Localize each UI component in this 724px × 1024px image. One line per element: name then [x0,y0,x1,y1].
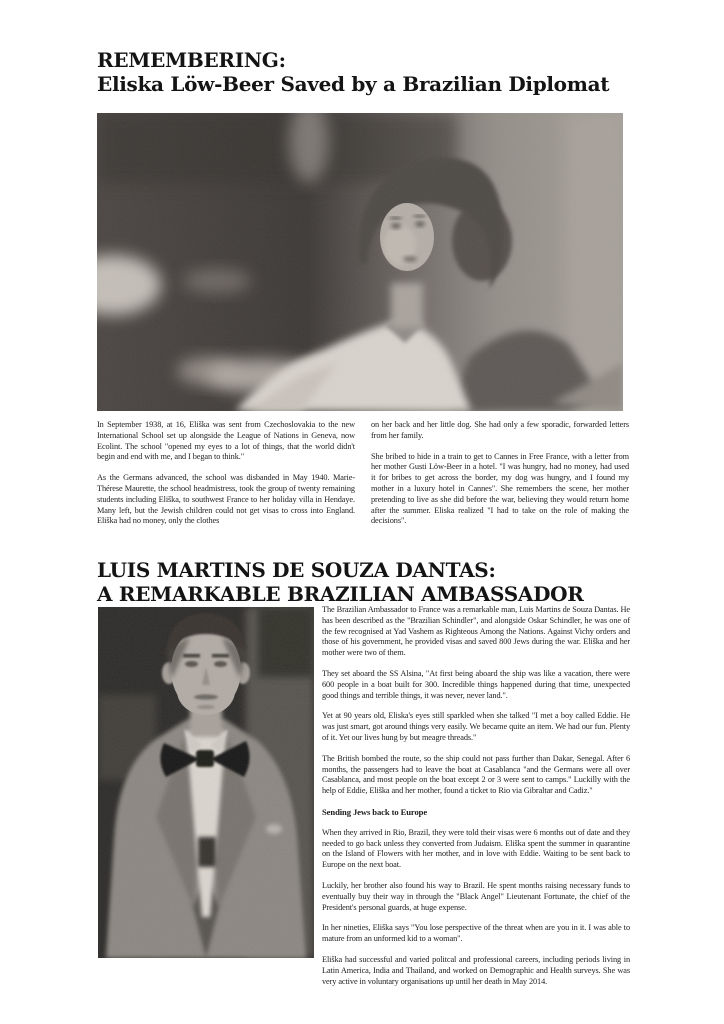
body-paragraph: She bribed to hide in a train to get to Cannes in Free France, with a letter from her mother Gusti Löw-Beer in a hotel. "I was hungry, had no money, had used it for bribes to get across the border, my dog was hungry, and I found my mother in a luxury hotel in Cannes". She remembers the scene, her mother pretending to live as she did before the war, believing they would return home after the summer. Eliska realized "I had to take on the role of making the decisions". [371,451,629,526]
body-paragraph: Yet at 90 years old, Eliska's eyes still sparkled when she talked "I met a boy called Eddie. He was just smart, got around things very easily. We became quite an item. We had our fun. Plenty of it. Yet our lives hung by but meagre threads." [322,711,630,742]
article2-title [97,558,584,606]
article2-subhead: Sending Jews back to Europe [322,806,428,817]
article2-title-line1: LUIS MARTINS DE SOUZA DANTAS: [97,558,496,583]
body-paragraph: They set aboard the SS Alsina, "At first being aboard the ship was like a vacation, there were 600 people in a boat built for 300. Incredible things happened during that time, unexpected good things and terrible things, it was never, never land.". [322,668,630,700]
article1-title-line2: Eliska Löw-Beer Saved by a Brazilian Diplomat [97,72,610,97]
photo-young-eliska [97,113,623,411]
article1-title-line1: REMEMBERING: [97,48,286,73]
article2-title-line2: A REMARKABLE BRAZILIAN AMBASSADOR [97,582,584,607]
body-paragraph: In September 1938, at 16, Eliška was sent from Czechoslovakia to the new International School set up alongside the League of Nations in Geneva, now Ecolint. The school "opened my eyes to a lot of things, that the world didn't begin and end with me, and I began to think." [97,420,355,462]
body-paragraph: The British bombed the route, so the ship could not pass further than Dakar, Senegal. After 6 months, the passengers had to leave the boat at Casablanca "and the Germans were all over Casablanca, and most people on the boat except 2 or 3 were sent to camps." Luckilly with the help of Eddie, Eliška and her mother, found a ticket to Rio via Gibraltar and Cadiz." [322,753,630,796]
article2-body [322,605,630,997]
body-paragraph: In her nineties, Eliška says "You lose perspective of the threat when are you in it. I was able to mature from an unformed kid to a woman". [322,923,630,944]
photo-souza-dantas-illustration [98,607,314,958]
photo-young-eliska-illustration [97,113,623,411]
article1-column-2 [371,420,629,537]
body-paragraph: As the Germans advanced, the school was disbanded in May 1940. Marie-Thérese Maurette, the school headmistress, took the group of twenty remaining students including Eliška, to southwest France to her holiday villa in Hendaye. Many left, but the Jewish children could not get visas to cross into England. Eliška had no money, only the clothes [97,473,355,526]
body-paragraph: When they arrived in Rio, Brazil, they were told their visas were 6 months out of date and they needed to go back unless they converted from Judaism. Eliška spent the summer in quarantine on the Island of Flowers with her mother, and in love with Eddie. Waiting to be sent back to Europe on the next boat. [322,827,630,870]
body-paragraph: Eliška had successful and varied politcal and professional careers, including periods living in Latin America, India and Thailand, and worked on Demographic and Health surveys. She was very active in voluntary organisations up until her death in May 2014. [322,954,630,986]
body-paragraph: on her back and her little dog. She had only a few sporadic, forwarded letters from her family. [371,420,629,440]
article1-title [97,48,609,96]
article1-body [97,420,630,537]
body-paragraph: Luckily, her brother also found his way to Brazil. He spent months raising necessary funds to eventually buy their way in through the "Black Angel" Lieutenant Fortunate, the chief of the President's personal guards, at huge expense. [322,880,630,912]
body-paragraph: The Brazilian Ambassador to France was a remarkable man, Luis Martins de Souza Dantas. He has been described as the "Brazilian Schindler", and alongside Oskar Schindler, he was one of the few recognised at Yad Vashem as Righteous Among the Nations. Against Vichy orders and those of his government, he provided visas and saved 800 Jews during the war. Eliška and her mother were two of them. [322,605,630,658]
photo-souza-dantas [98,607,314,958]
article1-column-1 [97,420,355,537]
